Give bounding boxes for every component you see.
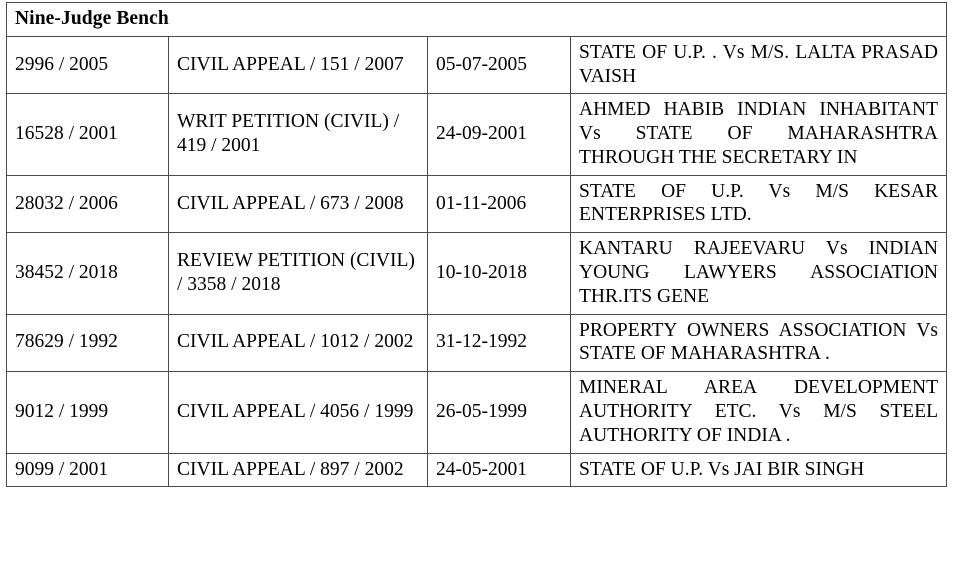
diary-number-cell: 2996 / 2005 xyxy=(7,36,169,94)
diary-number-cell: 78629 / 1992 xyxy=(7,314,169,372)
case-number-cell: WRIT PETITION (CIVIL) / 419 / 2001 xyxy=(169,94,428,175)
date-cell: 31-12-1992 xyxy=(428,314,571,372)
diary-number-cell: 38452 / 2018 xyxy=(7,233,169,314)
case-number-cell: REVIEW PETITION (CIVIL) / 3358 / 2018 xyxy=(169,233,428,314)
diary-number-cell: 28032 / 2006 xyxy=(7,175,169,233)
parties-cell: AHMED HABIB INDIAN INHABITANT Vs STATE OF MAHARASHTRA THROUGH THE SECRETARY IN xyxy=(571,94,947,175)
case-number-cell: CIVIL APPEAL / 673 / 2008 xyxy=(169,175,428,233)
table-row xyxy=(7,372,947,453)
parties-cell: STATE OF U.P. Vs JAI BIR SINGH xyxy=(571,453,947,487)
date-cell: 24-09-2001 xyxy=(428,94,571,175)
date-cell: 10-10-2018 xyxy=(428,233,571,314)
table-body xyxy=(7,3,947,487)
case-number-cell: CIVIL APPEAL / 151 / 2007 xyxy=(169,36,428,94)
nine-judge-bench-table xyxy=(6,2,947,487)
date-cell: 26-05-1999 xyxy=(428,372,571,453)
diary-number-cell: 9099 / 2001 xyxy=(7,453,169,487)
table-row xyxy=(7,175,947,233)
case-number-cell: CIVIL APPEAL / 4056 / 1999 xyxy=(169,372,428,453)
date-cell: 05-07-2005 xyxy=(428,36,571,94)
document-page xyxy=(0,2,953,587)
parties-cell: KANTARU RAJEEVARU Vs INDIAN YOUNG LAWYERS ASSOCIATION THR.ITS GENE xyxy=(571,233,947,314)
table-row xyxy=(7,36,947,94)
diary-number-cell: 9012 / 1999 xyxy=(7,372,169,453)
table-row xyxy=(7,453,947,487)
table-row xyxy=(7,94,947,175)
case-number-cell: CIVIL APPEAL / 897 / 2002 xyxy=(169,453,428,487)
case-number-cell: CIVIL APPEAL / 1012 / 2002 xyxy=(169,314,428,372)
diary-number-cell: 16528 / 2001 xyxy=(7,94,169,175)
parties-cell: STATE OF U.P. Vs M/S KESAR ENTERPRISES LTD. xyxy=(571,175,947,233)
parties-cell: MINERAL AREA DEVELOPMENT AUTHORITY ETC. Vs M/S STEEL AUTHORITY OF INDIA . xyxy=(571,372,947,453)
section-header-row xyxy=(7,3,947,37)
date-cell: 01-11-2006 xyxy=(428,175,571,233)
parties-cell: STATE OF U.P. . Vs M/S. LALTA PRASAD VAISH xyxy=(571,36,947,94)
table-row xyxy=(7,314,947,372)
date-cell: 24-05-2001 xyxy=(428,453,571,487)
table-row xyxy=(7,233,947,314)
section-header-label: Nine-Judge Bench xyxy=(7,3,947,37)
parties-cell: PROPERTY OWNERS ASSOCIATION Vs STATE OF MAHARASHTRA . xyxy=(571,314,947,372)
